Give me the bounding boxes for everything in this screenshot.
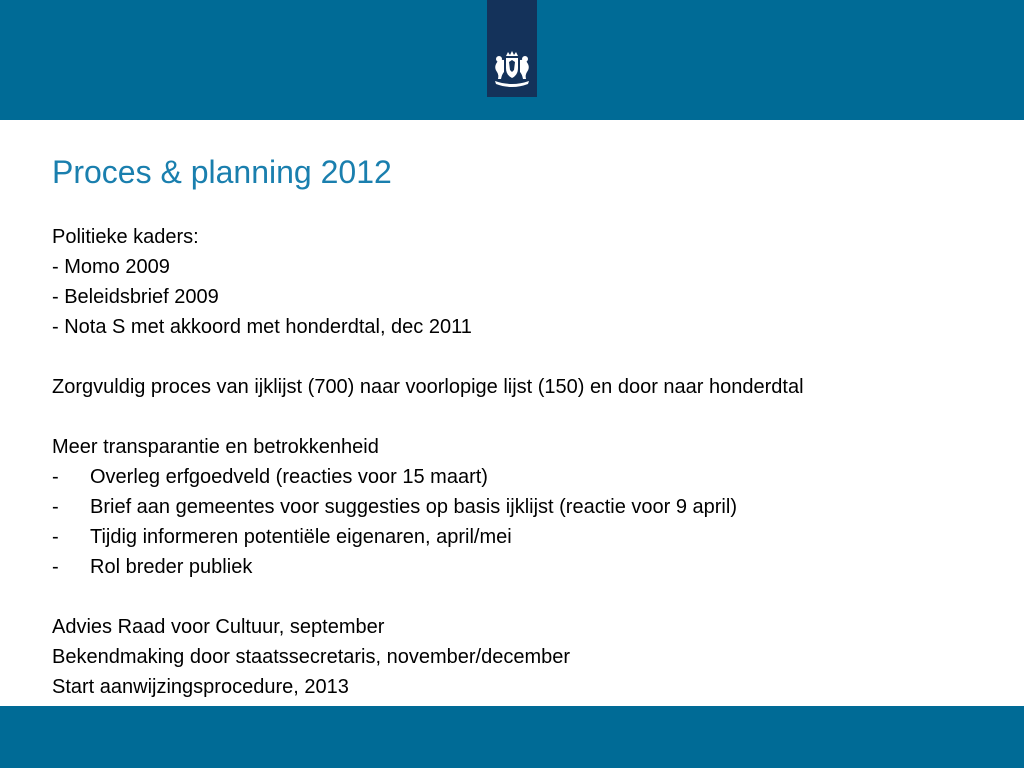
- dash-bullet: -: [52, 526, 59, 548]
- transparantie-item: [52, 462, 992, 492]
- transparantie-item-text: Overleg erfgoedveld (reacties voor 15 maart): [90, 466, 488, 488]
- slide-title: Proces & planning 2012: [52, 154, 392, 190]
- transparantie-item-text: Rol breder publiek: [90, 556, 253, 578]
- transparantie-item: [52, 522, 992, 552]
- kaders-item: - Nota S met akkoord met honderdtal, dec 2011: [52, 316, 472, 338]
- spacer: [52, 342, 992, 372]
- kaders-heading: Politieke kaders:: [52, 226, 199, 248]
- planning-item: Bekendmaking door staatssecretaris, november/december: [52, 646, 571, 668]
- transparantie-heading: Meer transparantie en betrokkenheid: [52, 436, 379, 458]
- government-logo: [487, 0, 537, 97]
- coat-of-arms-icon: [490, 50, 534, 90]
- planning-item: Start aanwijzingsprocedure, 2013: [52, 676, 349, 698]
- footer-band: [0, 706, 1024, 768]
- transparantie-item-text: Tijdig informeren potentiële eigenaren, april/mei: [90, 526, 512, 548]
- planning-item: Advies Raad voor Cultuur, september: [52, 616, 385, 638]
- transparantie-item-text: Brief aan gemeentes voor suggesties op basis ijklijst (reactie voor 9 april): [90, 496, 737, 518]
- header-band: [0, 0, 1024, 120]
- dash-bullet: -: [52, 496, 59, 518]
- transparantie-item: [52, 552, 992, 582]
- dash-bullet: -: [52, 556, 59, 578]
- kaders-item: - Momo 2009: [52, 256, 170, 278]
- slide-body: [52, 222, 992, 702]
- transparantie-item: [52, 492, 992, 522]
- spacer: [52, 582, 992, 612]
- spacer: [52, 402, 992, 432]
- kaders-item: - Beleidsbrief 2009: [52, 286, 219, 308]
- proces-text: Zorgvuldig proces van ijklijst (700) naar voorlopige lijst (150) en door naar honderdtal: [52, 376, 804, 398]
- dash-bullet: -: [52, 466, 59, 488]
